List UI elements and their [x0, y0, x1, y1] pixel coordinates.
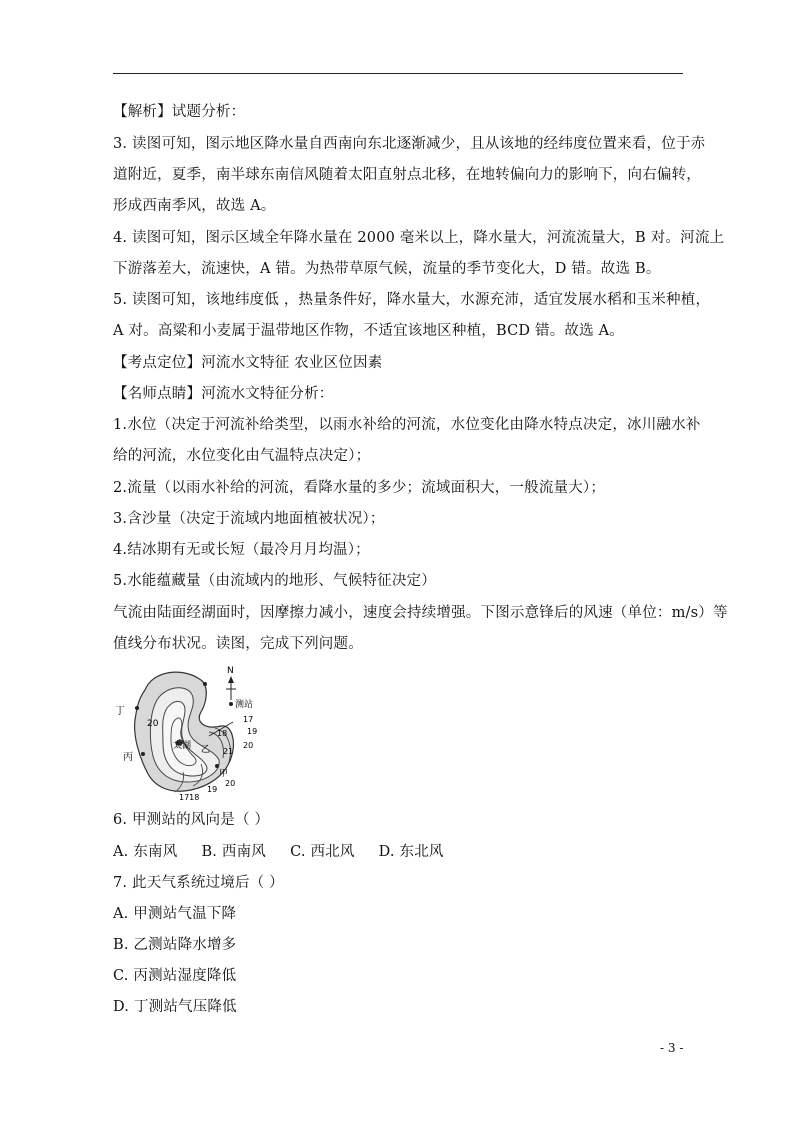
question-options — [113, 842, 444, 862]
option: C. 西北风 — [290, 844, 355, 860]
isoline-label: 17 — [243, 715, 254, 724]
question-stem: 7. 此天气系统过境后（ ） — [113, 875, 284, 891]
station-marker — [229, 702, 233, 706]
station-marker — [141, 752, 145, 756]
question-stem: 6. 甲测站的风向是（ ） — [113, 812, 270, 828]
option: B. 乙测站降水增多 — [113, 937, 237, 953]
option: D. 东北风 — [378, 844, 444, 860]
isoline-label: 1718 — [179, 793, 200, 802]
isoline-label: 19 — [207, 785, 218, 794]
station-bing: 丙 — [123, 752, 133, 763]
option: A. 东南风 — [113, 844, 178, 860]
station-yi: 乙 — [201, 745, 211, 755]
header-rule — [113, 73, 683, 74]
text-line: 5.水能蕴藏量（由流域内的地形、气候特征决定） — [113, 573, 436, 589]
text-line: 3.含沙量（决定于流域内地面植被状况）； — [113, 511, 385, 527]
text-line: 【名师点睛】河流水文特征分析： — [113, 386, 334, 402]
station-legend: 测站 — [235, 700, 254, 710]
isoline-label: 20 — [243, 741, 254, 750]
isoline-label: 18 — [217, 729, 228, 738]
page-number: - 3 - — [660, 1041, 684, 1055]
station-jia: 甲 — [219, 769, 229, 779]
isoline-label: 21 — [223, 747, 234, 756]
text-line: 道附近，夏季，南半球东南信风随着太阳直射点北移，在地转偏向力的影响下，向右偏转， — [113, 167, 701, 183]
isoline-label: 20 — [147, 719, 159, 729]
option: C. 丙测站湿度降低 — [113, 968, 237, 984]
option: A. 甲测站气温下降 — [113, 906, 237, 922]
station-marker — [203, 682, 207, 686]
station-ding: 丁 — [115, 706, 125, 717]
text-line: 4.结冰期有无或长短（最冷月月均温）； — [113, 542, 370, 558]
option: B. 西南风 — [201, 844, 267, 860]
isoline-label: 20 — [225, 779, 236, 788]
text-line: 4. 读图可知，图示区域全年降水量在 2000 毫米以上，降水量大，河流流量大，B 对。河流上 — [113, 230, 725, 246]
text-line: 给的河流，水位变化由气温特点决定）； — [113, 448, 371, 464]
text-line: 气流由陆面经湖面时，因摩擦力减小，速度会持续增强。下图示意锋后的风速（单位：m/s）等 — [113, 605, 728, 621]
text-line: 5. 读图可知，该地纬度低 ，热量条件好，降水量大，水源充沛，适宜发展水稻和玉米种植， — [113, 292, 711, 308]
text-line: 形成西南季风，故选 A。 — [113, 198, 276, 214]
text-line: 下游落差大，流速快，A 错。为热带草原气候，流量的季节变化大，D 错。故选 B。 — [113, 261, 661, 277]
text-line: 3. 读图可知，图示地区降水量自西南向东北逐渐减少，且从该地的经纬度位置来看，位于赤 — [113, 136, 706, 152]
text-line: A 对。高粱和小麦属于温带地区作物，不适宜该地区种植，BCD 错。故选 A。 — [113, 323, 625, 339]
lake-label: 太湖 — [173, 741, 192, 751]
text-line: 【解析】试题分析： — [113, 104, 246, 120]
text-line: 1.水位（决定于河流补给类型，以雨水补给的河流，水位变化由降水特点决定，冰川融水补 — [113, 417, 701, 433]
north-arrow-head — [228, 676, 234, 683]
wind-speed-isoline-map — [113, 662, 263, 802]
isoline-label: 19 — [247, 727, 258, 736]
text-line: 【考点定位】河流水文特征 农业区位因素 — [113, 355, 383, 371]
station-marker — [215, 764, 219, 768]
north-label: N — [227, 666, 234, 676]
option: D. 丁测站气压降低 — [113, 999, 237, 1015]
text-line: 值线分布状况。读图，完成下列问题。 — [113, 636, 363, 652]
station-marker — [135, 706, 139, 710]
text-line: 2.流量（以雨水补给的河流，看降水量的多少；流域面积大，一般流量大）； — [113, 480, 606, 496]
